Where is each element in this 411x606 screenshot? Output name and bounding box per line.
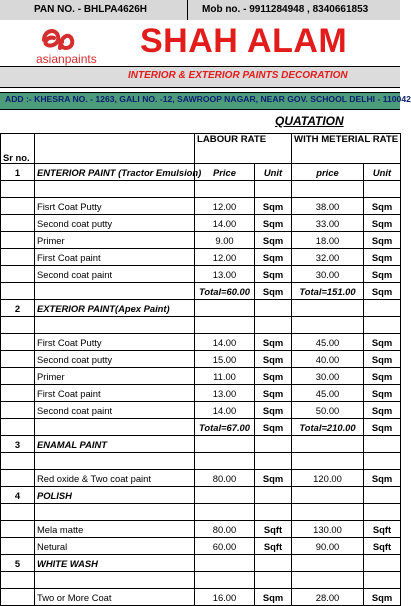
empty-cell: [195, 317, 255, 334]
material-price: 120.00: [292, 470, 364, 487]
sr-header: Sr no.: [1, 134, 35, 164]
table-row: [1, 215, 401, 232]
labour-total-unit: Sqm: [255, 419, 292, 436]
empty-cell: [35, 181, 195, 198]
table-row: [1, 470, 401, 487]
tagline: INTERIOR & EXTERIOR PAINTS DECORATION: [128, 70, 348, 81]
empty-cell: [1, 453, 35, 470]
material-unit: Sqm: [364, 215, 401, 232]
labour-price: 16.00: [195, 589, 255, 606]
item-description: Second coat paint: [35, 266, 195, 283]
empty-cell: [255, 572, 292, 589]
item-description: First Coat Putty: [35, 334, 195, 351]
sr-cell: [1, 470, 35, 487]
labour-total: Total=67.00: [195, 419, 255, 436]
empty-cell: [255, 436, 292, 453]
empty-cell: [1, 317, 35, 334]
material-price: 40.00: [292, 351, 364, 368]
material-price: 33.00: [292, 215, 364, 232]
empty-cell: [255, 487, 292, 504]
sr-cell: [1, 385, 35, 402]
sr-cell: [1, 538, 35, 555]
spacer-row: [1, 453, 401, 470]
labour-price: 12.00: [195, 249, 255, 266]
section-title: ENAMAL PAINT: [35, 436, 195, 453]
material-unit: Sqm: [364, 589, 401, 606]
material-price: 30.00: [292, 368, 364, 385]
empty-cell: [1, 181, 35, 198]
empty-cell: [255, 181, 292, 198]
quotation-table: [0, 133, 401, 606]
material-unit: Sqft: [364, 521, 401, 538]
material-price: 30.00: [292, 266, 364, 283]
empty-cell: [1, 572, 35, 589]
empty-cell: [364, 453, 401, 470]
labour-unit: Sqm: [255, 232, 292, 249]
material-total: Total=151.00: [292, 283, 364, 300]
table-row: [1, 198, 401, 215]
material-price: 38.00: [292, 198, 364, 215]
material-price: 32.00: [292, 249, 364, 266]
section-header-row: [1, 300, 401, 317]
labour-price: 80.00: [195, 521, 255, 538]
empty-cell: [364, 487, 401, 504]
empty-cell: [364, 436, 401, 453]
empty-cell: [292, 504, 364, 521]
item-description: Two or More Coat: [35, 589, 195, 606]
material-unit: Sqm: [364, 249, 401, 266]
material-price: 45.00: [292, 334, 364, 351]
spacer-row: [1, 181, 401, 198]
address: ADD :- KHESRA NO. - 1263, GALI NO. -12, SAWROOP NAGAR, NEAR GOV. SCHOOL DELHI - 110042: [5, 94, 411, 104]
labour-unit: Sqft: [255, 538, 292, 555]
material-unit: Sqm: [364, 266, 401, 283]
sr-cell: [1, 368, 35, 385]
empty-cell: [195, 300, 255, 317]
labour-total-unit: Sqm: [255, 283, 292, 300]
sr-cell: [1, 215, 35, 232]
section-title: EXTERIOR PAINT(Apex Paint): [35, 300, 195, 317]
material-unit: Sqm: [364, 385, 401, 402]
labour-unit: Sqft: [255, 521, 292, 538]
empty-cell: [35, 317, 195, 334]
item-description: First Coat paint: [35, 385, 195, 402]
table-row: [1, 232, 401, 249]
item-description: Second coat paint: [35, 402, 195, 419]
section-number: 5: [1, 555, 35, 572]
empty-cell: [35, 419, 195, 436]
empty-cell: [195, 181, 255, 198]
empty-cell: [364, 317, 401, 334]
material-unit: Sqft: [364, 538, 401, 555]
section-number: 2: [1, 300, 35, 317]
material-price: 130.00: [292, 521, 364, 538]
section-header-row: [1, 487, 401, 504]
labour-unit: Sqm: [255, 215, 292, 232]
empty-cell: [292, 181, 364, 198]
quotation-title: QUATATION: [275, 114, 344, 128]
labour-unit: Sqm: [255, 470, 292, 487]
sr-cell: [1, 521, 35, 538]
labour-unit: Sqm: [255, 385, 292, 402]
labour-unit: Sqm: [255, 368, 292, 385]
labour-unit: Sqm: [255, 266, 292, 283]
table-row: [1, 266, 401, 283]
labour-unit: Sqm: [255, 589, 292, 606]
brand-name: SHAH ALAM: [140, 22, 348, 60]
empty-cell: [255, 555, 292, 572]
labour-total: Total=60.00: [195, 283, 255, 300]
labour-unit: Sqm: [255, 198, 292, 215]
section-header-row: [1, 436, 401, 453]
section-number: 1: [1, 164, 35, 181]
section-header-row: [1, 555, 401, 572]
material-unit: Sqm: [364, 402, 401, 419]
sr-cell: [1, 419, 35, 436]
empty-cell: [255, 317, 292, 334]
spacer-row: [1, 572, 401, 589]
spacer-row: [1, 317, 401, 334]
sr-cell: [1, 198, 35, 215]
empty-cell: [364, 572, 401, 589]
empty-cell: [1, 504, 35, 521]
total-row: [1, 419, 401, 436]
table-row: [1, 351, 401, 368]
section-title: POLISH: [35, 487, 195, 504]
empty-cell: [364, 555, 401, 572]
labour-unit: Sqm: [255, 402, 292, 419]
sr-cell: [1, 402, 35, 419]
labour-unit: Sqm: [255, 351, 292, 368]
empty-cell: [35, 572, 195, 589]
section-title: ENTERIOR PAINT (Tractor Emulsion): [35, 164, 195, 181]
empty-cell: [35, 283, 195, 300]
empty-cell: [292, 300, 364, 317]
labour-price: 14.00: [195, 402, 255, 419]
material-unit: Sqm: [364, 334, 401, 351]
empty-cell: [35, 453, 195, 470]
empty-cell: [292, 436, 364, 453]
empty-cell: [255, 504, 292, 521]
unit-header: Unit: [255, 164, 292, 181]
empty-cell: [255, 300, 292, 317]
section-number: 3: [1, 436, 35, 453]
empty-cell: [35, 504, 195, 521]
empty-cell: [195, 504, 255, 521]
labour-price: 80.00: [195, 470, 255, 487]
labour-price: 12.00: [195, 198, 255, 215]
empty-cell: [292, 555, 364, 572]
empty-cell: [195, 436, 255, 453]
material-total-unit: Sqm: [364, 283, 401, 300]
item-description: Fisrt Coat Putty: [35, 198, 195, 215]
item-description: Primer: [35, 232, 195, 249]
empty-cell: [195, 572, 255, 589]
labour-unit: Sqm: [255, 334, 292, 351]
table-row: [1, 521, 401, 538]
material-unit: Sqm: [364, 232, 401, 249]
table-row: [1, 538, 401, 555]
mobile-number: Mob no. - 9911284948 , 8340661853: [188, 0, 400, 20]
item-description: Red oxide & Two coat paint: [35, 470, 195, 487]
material-unit: Sqm: [364, 351, 401, 368]
material-unit: Sqm: [364, 470, 401, 487]
section-title: WHITE WASH: [35, 555, 195, 572]
item-description: Primer: [35, 368, 195, 385]
item-description: Netural: [35, 538, 195, 555]
empty-cell: [195, 453, 255, 470]
sr-cell: [1, 283, 35, 300]
labour-price: 11.00: [195, 368, 255, 385]
table-row: [1, 368, 401, 385]
empty-cell: [195, 555, 255, 572]
material-total-unit: Sqm: [364, 419, 401, 436]
empty-cell: [364, 181, 401, 198]
sr-cell: [1, 232, 35, 249]
sr-cell: [1, 351, 35, 368]
item-description: Mela matte: [35, 521, 195, 538]
labour-price: 14.00: [195, 334, 255, 351]
total-row: [1, 283, 401, 300]
empty-cell: [292, 487, 364, 504]
table-row: [1, 589, 401, 606]
empty-cell: [292, 317, 364, 334]
empty-cell: [255, 453, 292, 470]
table-row: [1, 249, 401, 266]
labour-price: 14.00: [195, 215, 255, 232]
table-row: [1, 385, 401, 402]
material-price: 90.00: [292, 538, 364, 555]
empty-cell: [364, 504, 401, 521]
material-unit: Sqm: [364, 198, 401, 215]
material-unit-header: Unit: [364, 164, 401, 181]
logo-text: asianpaints: [36, 52, 97, 66]
labour-rate-header: LABOUR RATE: [195, 134, 292, 164]
table-row: [1, 402, 401, 419]
labour-price: 13.00: [195, 385, 255, 402]
labour-price: 15.00: [195, 351, 255, 368]
labour-unit: Sqm: [255, 249, 292, 266]
sr-cell: [1, 334, 35, 351]
item-description: First Coat paint: [35, 249, 195, 266]
sr-cell: [1, 249, 35, 266]
sr-cell: [1, 266, 35, 283]
section-header-row: [1, 164, 401, 181]
table-row: [1, 334, 401, 351]
material-price: 45.00: [292, 385, 364, 402]
empty-cell: [195, 487, 255, 504]
empty-cell: [292, 572, 364, 589]
material-price: 50.00: [292, 402, 364, 419]
material-total: Total=210.00: [292, 419, 364, 436]
empty-cell: [364, 300, 401, 317]
empty-cell: [292, 453, 364, 470]
item-description: Second coat putty: [35, 351, 195, 368]
labour-price: 60.00: [195, 538, 255, 555]
material-price: 18.00: [292, 232, 364, 249]
pan-number: PAN NO. - BHLPA4626H: [0, 0, 188, 20]
material-price: 28.00: [292, 589, 364, 606]
price-header: Price: [195, 164, 255, 181]
material-unit: Sqm: [364, 368, 401, 385]
sr-cell: [1, 589, 35, 606]
labour-price: 9.00: [195, 232, 255, 249]
spacer-row: [1, 504, 401, 521]
material-rate-header: WITH METERIAL RATE: [292, 134, 401, 164]
section-number: 4: [1, 487, 35, 504]
material-price-header: price: [292, 164, 364, 181]
item-description: Second coat putty: [35, 215, 195, 232]
labour-price: 13.00: [195, 266, 255, 283]
